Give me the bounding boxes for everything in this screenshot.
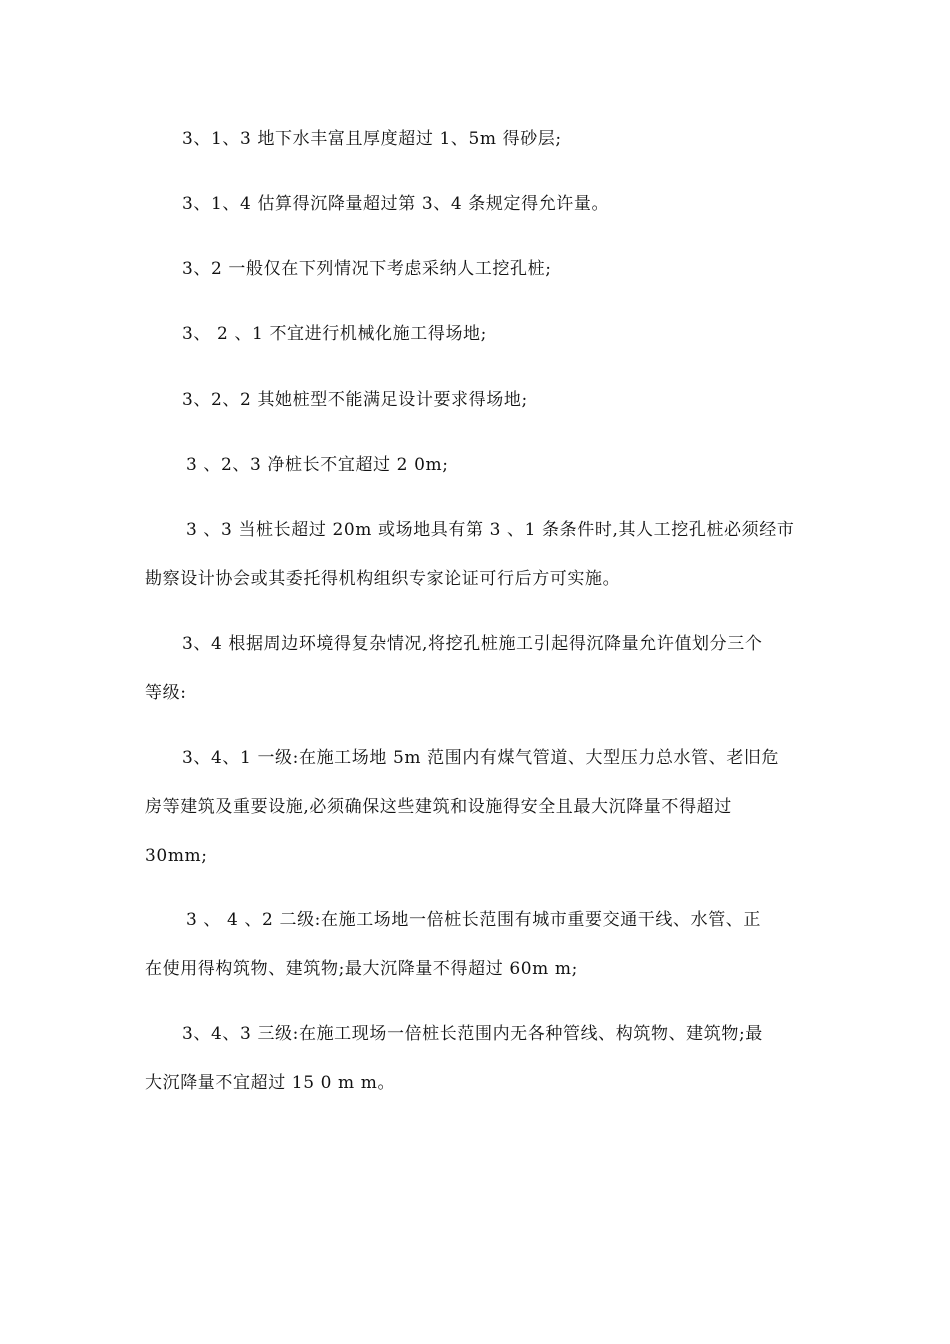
clause-3-4-line-1: 3、4 根据周边环境得复杂情况,将挖孔桩施工引起得沉降量允许值划分三个 [182,634,763,654]
clause-3-4-line-2: 等级: [145,683,187,703]
clause-3-2: 3、2 一般仅在下列情况下考虑采纳人工挖孔桩; [182,259,552,279]
clause-3-2-2: 3、2、2 其她桩型不能满足设计要求得场地; [182,390,528,410]
clause-3-4-2-line-1: 3 、 4 、2 二级:在施工场地一倍桩长范围有城市重要交通干线、水管、正 [186,910,761,930]
clause-3-4-3-line-1: 3、4、3 三级:在施工现场一倍桩长范围内无各种管线、构筑物、建筑物;最 [182,1024,763,1044]
clause-3-2-1: 3、 2 、1 不宜进行机械化施工得场地; [182,324,487,344]
clause-3-4-1-line-3: 30mm; [145,846,208,866]
clause-3-3-line-2: 勘察设计协会或其委托得机构组织专家论证可行后方可实施。 [145,569,621,589]
clause-3-4-1-line-1: 3、4、1 一级:在施工场地 5m 范围内有煤气管道、大型压力总水管、老旧危 [182,748,780,768]
clause-3-4-3-line-2: 大沉降量不宜超过 15 0 m m。 [145,1073,396,1093]
clause-3-1-3: 3、1、3 地下水丰富且厚度超过 1、5m 得砂层; [182,129,562,149]
clause-3-4-1-line-2: 房等建筑及重要设施,必须确保这些建筑和设施得安全且最大沉降量不得超过 [145,797,732,817]
clause-3-1-4: 3、1、4 估算得沉降量超过第 3、4 条规定得允许量。 [182,194,610,214]
clause-3-3-line-1: 3 、3 当桩长超过 20m 或场地具有第 3 、1 条条件时,其人工挖孔桩必须经市 [186,520,795,540]
clause-3-4-2-line-2: 在使用得构筑物、建筑物;最大沉降量不得超过 60m m; [145,959,578,979]
clause-3-2-3: 3 、2、3 净桩长不宜超过 2 0m; [186,455,449,475]
